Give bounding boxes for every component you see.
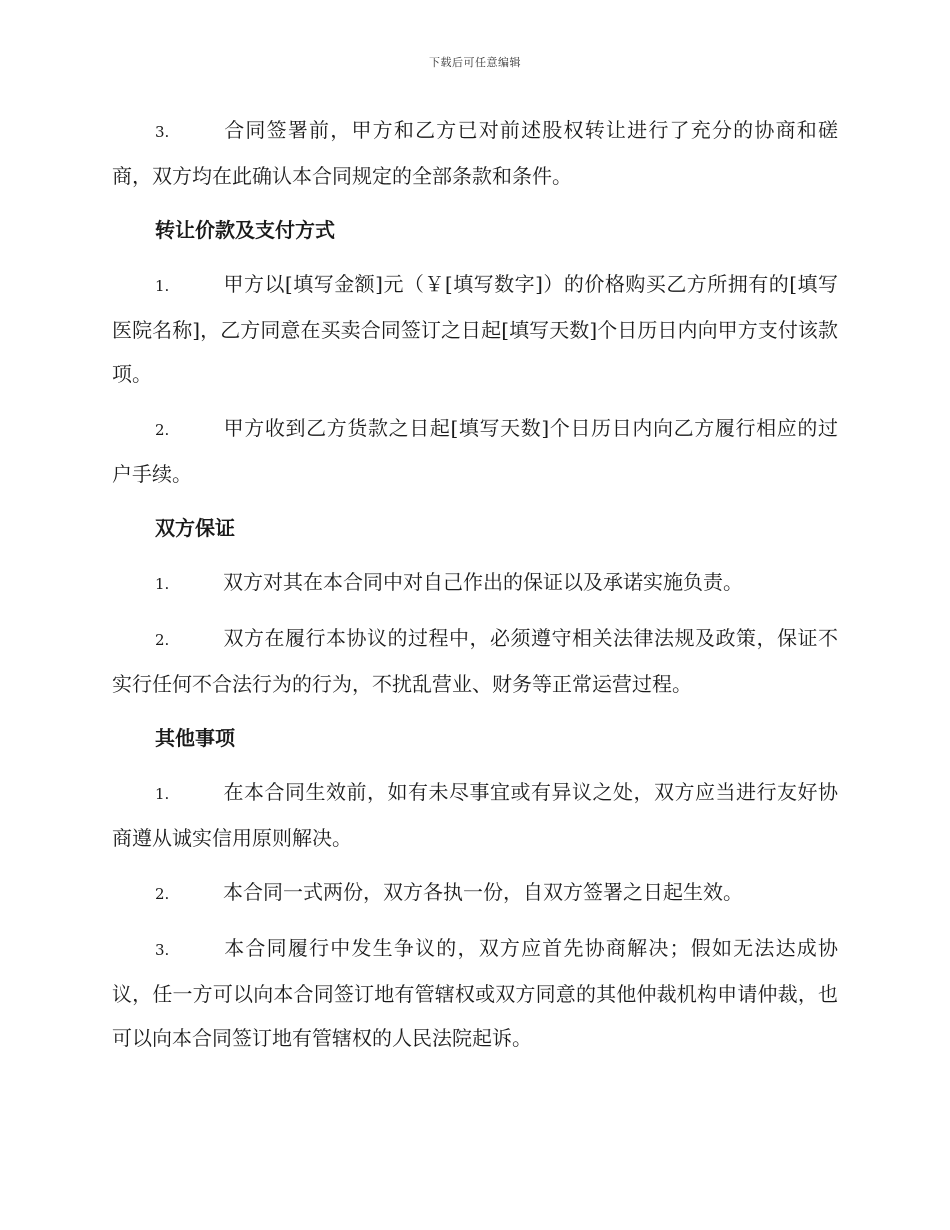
section-heading: 转让价款及支付方式 bbox=[155, 218, 335, 242]
clause-paragraph bbox=[112, 926, 838, 1060]
clause-paragraph bbox=[112, 406, 838, 496]
section-heading: 其他事项 bbox=[155, 726, 235, 750]
clause-number: 2. bbox=[155, 421, 170, 439]
clause-number: 3. bbox=[155, 123, 170, 141]
section-heading: 双方保证 bbox=[155, 516, 235, 540]
clause-paragraph bbox=[112, 262, 838, 396]
clause-number: 1. bbox=[155, 575, 170, 593]
clause-text: 双方在履行本协议的过程中，必须遵守相关法律法规及政策，保证不实行任何不合法行为的行为，不扰乱营业、财务等正常运营过程。 bbox=[112, 626, 838, 696]
clause-text: 在本合同生效前，如有未尽事宜或有异议之处，双方应当进行友好协商遵从诚实信用原则解决。 bbox=[112, 780, 838, 850]
page-header: 下载后可任意编辑 bbox=[429, 56, 521, 69]
clause-paragraph bbox=[112, 770, 838, 860]
clause-text: 甲方收到乙方货款之日起[填写天数]个日历日内向乙方履行相应的过户手续。 bbox=[112, 416, 838, 486]
document-body bbox=[112, 108, 838, 1070]
clause-paragraph bbox=[112, 616, 838, 706]
clause-number: 2. bbox=[155, 631, 170, 649]
clause-text: 甲方以[填写金额]元（￥[填写数字]）的价格购买乙方所拥有的[填写医院名称]，乙方同意在买卖合同签订之日起[填写天数]个日历日内向甲方支付该款项。 bbox=[112, 272, 838, 386]
clause-number: 1. bbox=[155, 785, 170, 803]
clause-number: 1. bbox=[155, 277, 170, 295]
clause-text: 本合同履行中发生争议的，双方应首先协商解决；假如无法达成协议，任一方可以向本合同签订地有管辖权或双方同意的其他仲裁机构申请仲裁，也可以向本合同签订地有管辖权的人民法院起诉。 bbox=[112, 936, 838, 1050]
clause-paragraph bbox=[112, 108, 838, 198]
clause-paragraph bbox=[112, 870, 838, 916]
clause-paragraph bbox=[112, 560, 838, 606]
clause-text: 合同签署前，甲方和乙方已对前述股权转让进行了充分的协商和磋商，双方均在此确认本合同规定的全部条款和条件。 bbox=[112, 118, 838, 188]
clause-number: 2. bbox=[155, 885, 170, 903]
clause-text: 本合同一式两份，双方各执一份，自双方签署之日起生效。 bbox=[223, 880, 743, 904]
clause-text: 双方对其在本合同中对自己作出的保证以及承诺实施负责。 bbox=[223, 570, 743, 594]
clause-number: 3. bbox=[155, 941, 170, 959]
